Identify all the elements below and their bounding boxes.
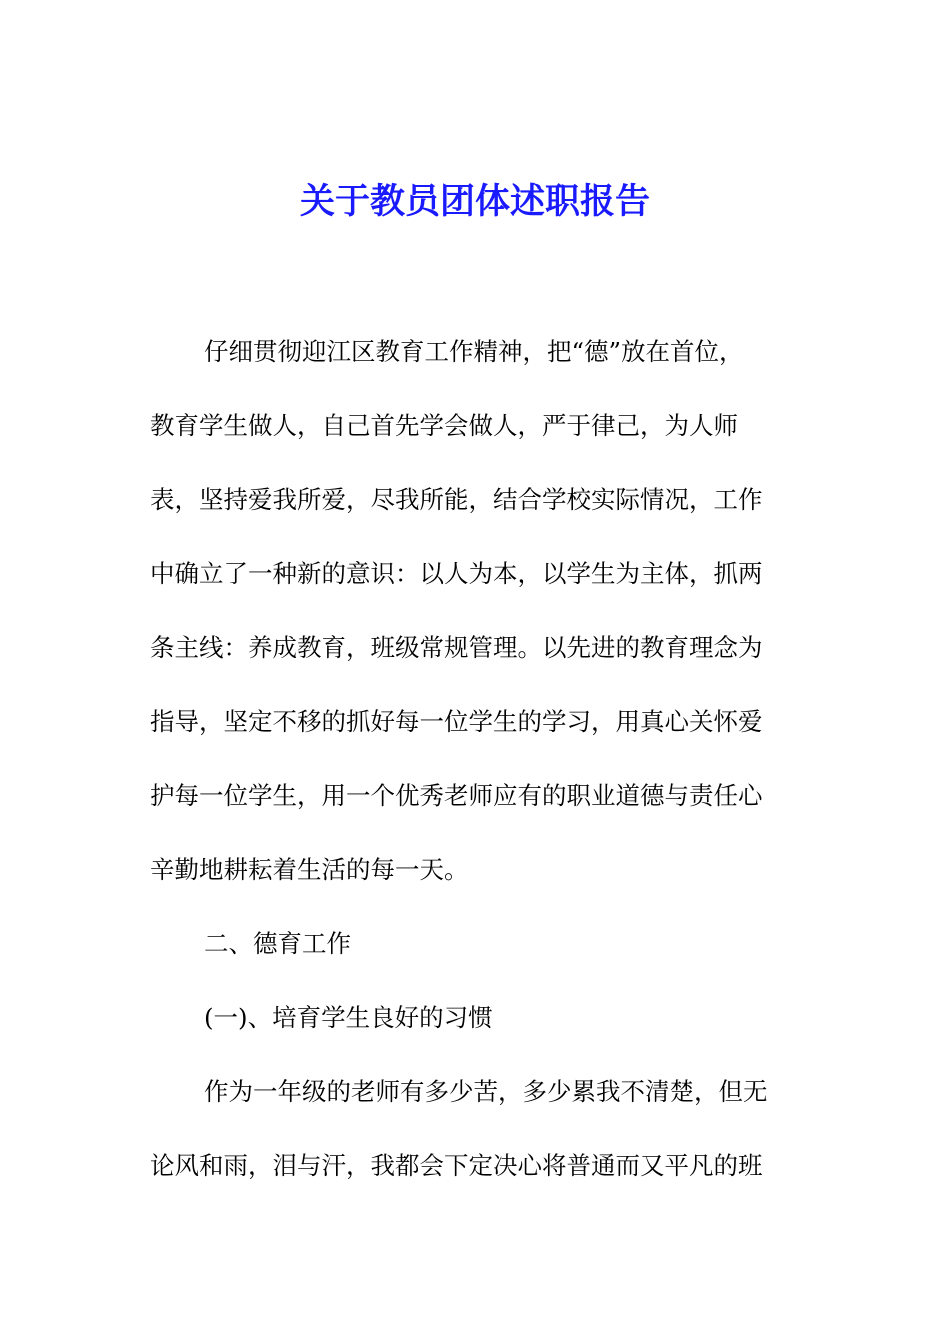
paragraph-line: 条主线：养成教育，班级常规管理。以先进的教育理念为: [150, 633, 763, 662]
paragraph-line: 护每一位学生，用一个优秀老师应有的职业道德与责任心: [150, 781, 763, 810]
paragraph-line: 教育学生做人，自己首先学会做人，严于律己，为人师: [150, 411, 738, 440]
paragraph-line: 作为一年级的老师有多少苦，多少累我不清楚，但无: [204, 1077, 768, 1106]
paragraph-line: 中确立了一种新的意识：以人为本，以学生为主体，抓两: [150, 559, 763, 588]
paragraph-line: 表，坚持爱我所爱，尽我所能，结合学校实际情况，工作: [150, 485, 763, 514]
paragraph-line: 辛勤地耕耘着生活的每一天。: [150, 855, 469, 884]
section-heading: 二、德育工作: [204, 929, 351, 958]
paragraph-line: 指导，坚定不移的抓好每一位学生的学习，用真心关怀爱: [150, 707, 763, 736]
paragraph-line: 论风和雨，泪与汗，我都会下定决心将普通而又平凡的班: [150, 1151, 763, 1180]
document-title: 关于教员团体述职报告: [299, 182, 650, 222]
subsection-heading: (一)、培育学生良好的习惯: [204, 1003, 493, 1032]
paragraph-line: 仔细贯彻迎江区教育工作精神，把“德”放在首位，: [204, 337, 744, 366]
